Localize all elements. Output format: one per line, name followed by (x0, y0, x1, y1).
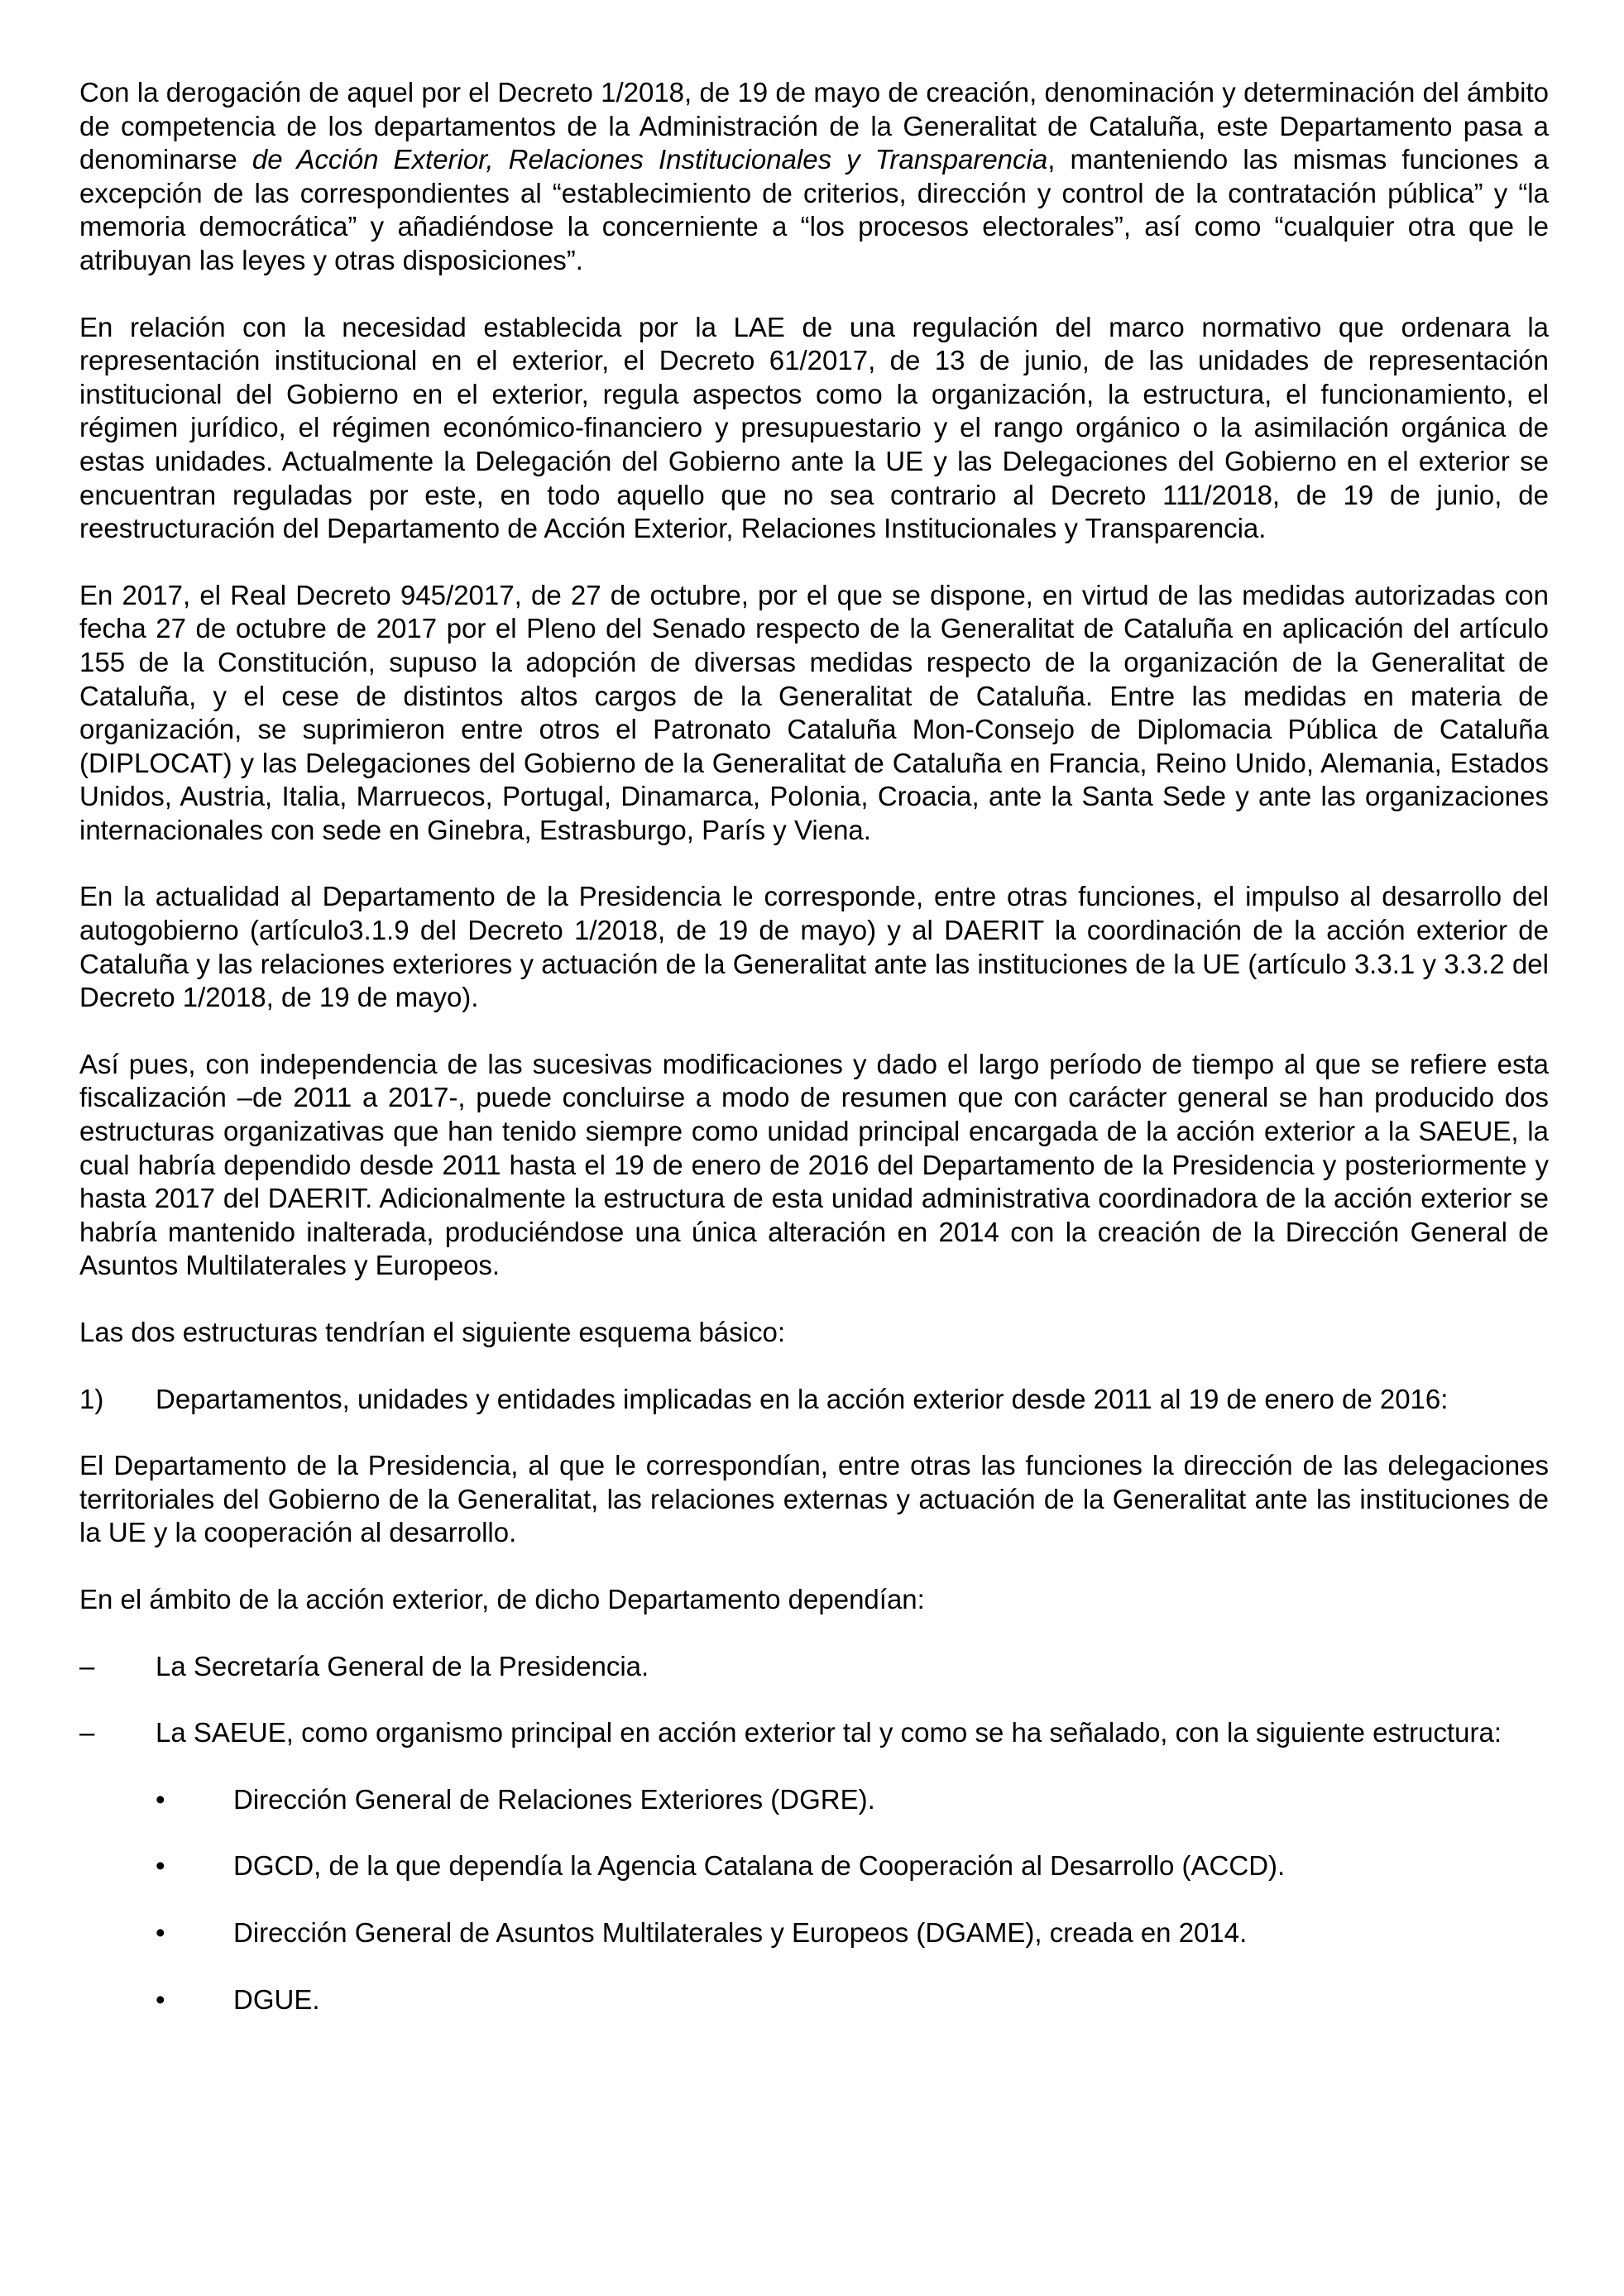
paragraph-dependencies: En el ámbito de la acción exterior, de dicho Departamento dependían: (79, 1583, 925, 1614)
paragraph-representation: En relación con la necesidad establecida por la LAE de una regulación del marco normativo que ordenara la representación institucional en el exterior, el Decreto 61/2017, de 13 de junio, de las unidades de representación institucional del Gobierno en el exterior, regula aspectos como la organización, la estructura, el funcionamiento, el régimen jurídico, el régimen económico-financiero y presupuestario y el rango orgánico o la asimilación orgánica de estas unidades. Actualmente la Delegación del Gobierno ante la UE y las Delegaciones del Gobierno en el exterior se encuentran reguladas por este, en todo aquello que no sea contrario al Decreto 111/2018, de 19 de junio, de reestructuración del Departamento de Acción Exterior, Relaciones Institucionales y Transparencia. (79, 311, 1549, 544)
department-name-italic: de Acción Exterior, Relaciones Institucionales y Transparencia (252, 144, 1048, 175)
paragraph-current-situation: En la actualidad al Departamento de la Presidencia le corresponde, entre otras funciones, el impulso al desarrollo del autogobierno (artículo3.1.9 del Decreto 1/2018, de 19 de mayo) y al DAERIT la coordinación de la acción exterior de Cataluña y las relaciones exteriores y actuación de la Generalitat ante las instituciones de la UE (artículo 3.3.1 y 3.3.2 del Decreto 1/2018, de 19 de mayo). (79, 881, 1549, 1013)
document-page (79, 76, 1549, 2050)
numbered-item-1: 1) Departamentos, unidades y entidades implicadas en la acción exterior desde 2011 al 19 de enero de 2016: (79, 1383, 1549, 1417)
item-number: 1) (79, 1383, 104, 1414)
dash-item-saeue: – La SAEUE, como organismo principal en acción exterior tal y como se ha señalado, con la siguiente estructura: (79, 1716, 1549, 1750)
paragraph-summary: Así pues, con independencia de las sucesivas modificaciones y dado el largo período de tiempo al que se refiere esta fiscalización –de 2011 a 2017-, puede concluirse a modo de resumen que con carácter general se han producido dos estructuras organizativas que han tenido siempre como unidad principal encargada de la acción exterior a la SAEUE, la cual habría dependido desde 2011 hasta el 19 de enero de 2016 del Departamento de la Presidencia y posteriormente y hasta 2017 del DAERIT. Adicionalmente la estructura de esta unidad administrativa coordinadora de la acción exterior se habría mantenido inalterada, produciéndose una única alteración en 2014 con la creación de la Dirección General de Asuntos Multilaterales y Europeos. (79, 1048, 1549, 1281)
bullet-marker: • (156, 1850, 165, 1882)
bullet-item-dgame: • Dirección General de Asuntos Multilaterales y Europeos (DGAME), creada en 2014. (79, 1916, 1549, 1950)
paragraph-derogation: Con la derogación de aquel por el Decreto 1/2018, de 19 de mayo de creación, denominación y determinación del ámbito de competencia de los departamentos de la Administración de la Generalitat de Cataluña, este Departamento pasa a denominarse de Acción Exterior, Relaciones Institucionales y Transparencia, manteniendo las mismas funciones a excepción de las correspondientes al “establecimiento de criterios, dirección y control de la contratación pública” y “la memoria democrática” y añadiéndose la concerniente a “los procesos electorales”, así como “cualquier otra que le atribuyan las leyes y otras disposiciones”. (79, 77, 1550, 275)
paragraph-article-155: En 2017, el Real Decreto 945/2017, de 27 de octubre, por el que se dispone, en virtud de las medidas autorizadas con fecha 27 de octubre de 2017 por el Pleno del Senado respecto de la Generalitat de Cataluña en aplicación del artículo 155 de la Constitución, supuso la adopción de diversas medidas respecto de la organización de la Generalitat de Cataluña, y el cese de distintos altos cargos de la Generalitat de Cataluña. Entre las medidas en materia de organización, se suprimieron entre otros el Patronato Cataluña Mon-Consejo de Diplomacia Pública de Cataluña (DIPLOCAT) y las Delegaciones del Gobierno de la Generalitat de Cataluña en Francia, Reino Unido, Alemania, Estados Unidos, Austria, Italia, Marruecos, Portugal, Dinamarca, Polonia, Croacia, ante la Santa Sede y ante las organizaciones internacionales con sede en Ginebra, Estrasburgo, París y Viena. (79, 579, 1549, 845)
bullet-marker: • (156, 1783, 165, 1815)
paragraph-presidency: El Departamento de la Presidencia, al que le correspondían, entre otras las funciones la dirección de las delegaciones territoriales del Gobierno de la Generalitat, las relaciones externas y actuación de la Generalitat ante las instituciones de la UE y la cooperación al desarrollo. (79, 1450, 1549, 1548)
bullet-marker: • (156, 1916, 165, 1948)
dash-marker: – (79, 1717, 95, 1748)
bullet-item-dgre: • Dirección General de Relaciones Exteriores (DGRE). (79, 1783, 1549, 1817)
dash-item-secretaria: – La Secretaría General de la Presidencia. (79, 1650, 1549, 1684)
bullet-marker: • (156, 1983, 165, 2015)
bullet-item-dgcd: • DGCD, de la que dependía la Agencia Catalana de Cooperación al Desarrollo (ACCD). (79, 1849, 1549, 1883)
bullet-item-dgue: • DGUE. (79, 1983, 1549, 2017)
dash-marker: – (79, 1650, 95, 1681)
paragraph-scheme-intro: Las dos estructuras tendrían el siguiente esquema básico: (79, 1317, 786, 1347)
